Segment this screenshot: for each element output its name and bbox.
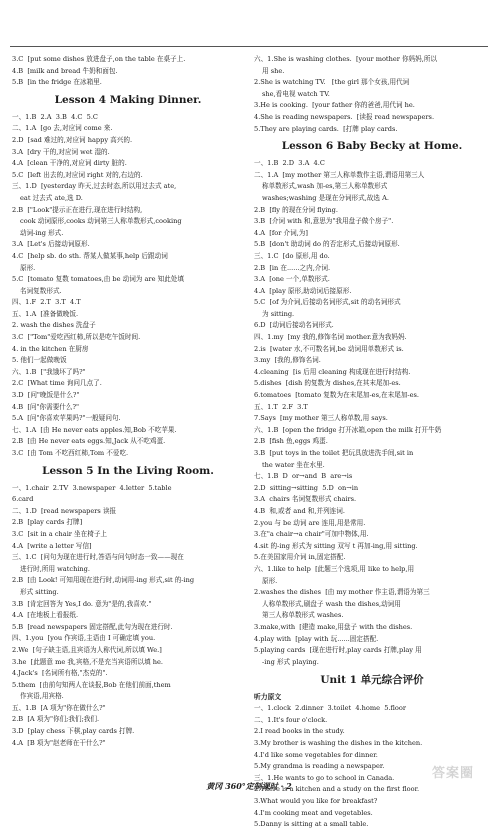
answer-line: 2.B [由 Look! 可知用现在进行时,动词用-ing 形式,sit 的-ing <box>12 576 195 585</box>
answer-line: 6.tomatoes [tomato 复数为在末尾加-es,在末尾加-es. <box>254 391 420 400</box>
answer-line: 进行时,所用 watching. <box>20 564 90 573</box>
answer-line: 3.A [one 一个,单数形式. <box>254 275 330 284</box>
answer-line: 三、1.C [do 原形,用 do. <box>254 251 330 260</box>
answer-line: 3.A [Let's 后接动词原形. <box>12 240 90 249</box>
answer-line: 四、1.you [you 作宾语,主语由 I 可确定填 you. <box>12 634 156 643</box>
answer-line: 3.在"a chair→a chair"可加中物体,用. <box>254 530 369 539</box>
answer-line: 六、1.She is washing clothes. [your mother 你妈妈,所以 <box>254 55 438 63</box>
answer-line: 2.B ["Look"提示正在进行,现在进行时结构, <box>12 205 143 214</box>
answer-line: 三、1.C [问句为现在进行时,答语与问句时态一致——现在 <box>12 553 184 562</box>
lesson-heading: Lesson 4 Making Dinner. <box>54 93 202 106</box>
answer-line: 七、1.A [由 He never eats apples.知,Bob 不吃苹果. <box>12 425 177 434</box>
answer-line: 3.B [肯定回答为 Yes,I do. 意为"是的,我喜欢." <box>12 599 152 608</box>
answer-line: 一、1.B 2.D 3.A 4.C <box>254 159 325 168</box>
header-rule <box>10 46 488 47</box>
answer-line: 2.I read books in the study. <box>254 727 345 736</box>
answer-line: 2.B [play cards 打牌] <box>12 518 83 527</box>
answer-line: 3.C ["Tom"爱吃西红柿,所以是吃午饭时间. <box>12 333 141 342</box>
right-column <box>254 54 490 831</box>
answer-line: 3.he [此题意 me 我,宾格,不是充当宾语所以填 he. <box>12 657 163 666</box>
answer-line: 3.C [sit in a chair 坐在椅子上 <box>12 529 108 538</box>
answer-line: 2.C [What time 询问几点了. <box>12 379 102 388</box>
answer-line: 人称单数形式,刷盘子 wash the dishes,动词用 <box>262 599 401 608</box>
answer-line: 5.They are playing cards. [打牌 play cards. <box>254 124 398 133</box>
answer-line: 2.We [句子缺主语,且宾语为人称代词,所以填 We.] <box>12 645 162 654</box>
answer-line: 4.A [play 原形,助动词后接原形. <box>254 286 352 295</box>
answer-line: 3.B [介词 with 和,意思为"我用盘子做个房子". <box>254 217 394 226</box>
answer-line: 5.My grandma is reading a newspaper. <box>254 762 385 771</box>
answer-line: 2.B [A 项为"你们;我们;我们. <box>12 715 100 724</box>
answer-line: 4.play with [play with 玩......固定搭配. <box>254 634 379 643</box>
answer-line: 2.is [water 水,不可数名词,be 动词用单数形式 is. <box>254 344 404 353</box>
answer-line: 五、1.B [A 项为"你在做什么?" <box>12 703 106 712</box>
answer-line: 名词复数形式. <box>20 286 62 295</box>
answer-line: -ing 形式 playing. <box>262 657 319 666</box>
answer-line: 3.A [dry 干的,对应词 wet 湿的. <box>12 147 110 156</box>
answer-line: 3.C [由 Tom 不吃西红柿,Tom 不爱吃. <box>12 449 129 457</box>
answer-line: 作宾语,用宾格. <box>20 692 64 701</box>
answer-line: 7.Says [my mother 第三人称单数,用 says. <box>254 414 388 423</box>
answer-line: 3.A chairs 名词复数形式 chairs. <box>254 495 357 504</box>
answer-line: 5.them [由前句知两人在谈报,Bob 在他们前面,them <box>12 680 171 689</box>
answer-line: 4.A [write a letter 写信] <box>12 541 92 550</box>
answer-line: 3.D [问"晚饭是什么?" <box>12 391 80 400</box>
answer-line: 4.I'd like some vegetables for dinner. <box>254 750 378 759</box>
answer-line: 四、1.my [my 我的,修饰名词 mother.意为我妈妈. <box>254 333 407 342</box>
answer-line: 3.He is cooking. [your father 你的爸爸,用代词 he. <box>254 101 415 110</box>
answer-line: eat 过去式 ate,选 D. <box>20 193 83 202</box>
answer-line: 三、1.D [yesterday 昨天,过去时态,所以用过去式 ate, <box>12 182 177 191</box>
page-footer: 黄冈 360°定制课时 · 2 <box>206 781 292 791</box>
answer-line: 5.B [read newspapers 固定搭配,此句为现在进行时. <box>12 622 173 631</box>
answer-line: 4.Jack's [名词所有格,"杰克的". <box>12 669 108 678</box>
answer-line: 4.B [milk and bread 牛奶和面包. <box>12 66 118 75</box>
answer-line: 五、1.T 2.F 3.T <box>254 402 308 411</box>
answer-line: 5.B [in the fridge 在冰箱里. <box>12 78 102 87</box>
lesson-heading: Lesson 6 Baby Becky at Home. <box>281 140 463 153</box>
answer-line: 2.There is a kitchen and a study on the first floor. <box>254 785 420 794</box>
answer-line: 5.Danny is sitting at a small table. <box>254 820 369 829</box>
answer-line: 2.D sitting→sitting 5.D on→in <box>254 483 359 492</box>
answer-line: 5.在美国家用介词 in,固定搭配. <box>254 553 346 562</box>
answer-line: 四、1.F 2.T 3.T 4.T <box>12 298 81 307</box>
answer-line: she,看电视 watch TV. <box>262 89 330 98</box>
answer-line: the water 坐在水里. <box>262 460 325 469</box>
answer-line: 5.B [don't 助动词 do 的否定形式,后接动词原形. <box>254 240 400 249</box>
answer-line: 2.B [in 在......之内,介词. <box>254 263 331 272</box>
answer-line: 5.A [问"你喜欢苹果吗?"一般疑问句. <box>12 414 121 423</box>
answer-line: 3.What would you like for breakfast? <box>254 797 378 806</box>
answer-line: 一、1.clock 2.dinner 3.toilet 4.home 5.floor <box>254 704 406 713</box>
watermark-logo: 答案圈 <box>432 766 475 781</box>
answer-line: 原形. <box>262 576 278 585</box>
answer-line: 六、1.B ["我饿坏了吗?" <box>12 367 86 376</box>
answer-line: 2.B [由 He never eats eggs.知,Jack 从不吃鸡蛋. <box>12 437 166 446</box>
answer-line: 七、1.B D or→and B are→is <box>254 472 353 481</box>
answer-line: 2.B [fly 的现在分词 flying. <box>254 205 338 214</box>
answer-line: 6.card <box>12 495 34 504</box>
answer-line: 5.playing cards [现在进行时,play cards 打牌,play 用 <box>254 646 422 655</box>
answer-line: 形式 sitting. <box>20 587 59 596</box>
answer-line: 4.B [问"你需要什么?" <box>12 402 80 411</box>
answer-line: 5.C [tomato 复数 tomatoes,由 be 动词为 are 知此处填 <box>12 275 184 284</box>
answer-line: 5.dishes [dish 的复数为 dishes,在其末尾加-es. <box>254 379 401 388</box>
answer-line: 原形. <box>20 263 36 272</box>
answer-line: 2.She is watching TV. [the girl 那个女孩,用代词 <box>254 78 410 87</box>
answer-line: 称单数形式,wash 加-es,第三人称单数形式 <box>262 182 388 191</box>
answer-line: 4.cleaning [is 后用 cleaning 构成现在进行时结构. <box>254 367 411 376</box>
answer-line: 4.C [help sb. do sth. 帮某人做某事,help 后跟动词 <box>12 251 168 260</box>
answer-line: 5.C [of 为介词,后接动名词形式,sit 的动名词形式 <box>254 298 401 307</box>
lesson-heading: Lesson 5 In the Living Room. <box>42 464 214 477</box>
answer-line: 3.My brother is washing the dishes in the kitchen. <box>254 739 423 748</box>
unit-heading: Unit 1 单元综合评价 <box>320 674 424 687</box>
answer-line: 二、1.D [read newspapers 读报 <box>12 506 117 515</box>
answer-line: 4.A [在地板上看报纸. <box>12 611 79 620</box>
answer-line: 一、1.chair 2.TV 3.newspaper 4.letter 5.table <box>12 483 172 492</box>
answer-line: 4.B 和,或者 and 和,并列连词. <box>254 506 345 515</box>
answer-line: 5. 他们一起做晚饭 <box>12 356 67 365</box>
answer-line: 2. wash the dishes 洗盘子 <box>12 321 96 330</box>
answer-line: 2.you 与 be 动词 are 连用,用是常用. <box>254 518 366 527</box>
answer-line: 5.C [left 出去的,对应词 right 对的,右边的. <box>12 170 143 179</box>
answer-line: 三、1.He wants to go to school in Canada. <box>254 773 395 782</box>
answer-line: 4.A [B 项为"赵老师在干什么?" <box>12 738 106 747</box>
answer-line: 六、1.like to help [此题三个选项,用 like to help,用 <box>254 564 415 573</box>
answer-line: 4.I'm cooking meat and vegetables. <box>254 808 373 817</box>
answer-line: 6.D [动词后接动名词形式. <box>254 321 334 330</box>
answer-line: 六、1.B [open the fridge 打开冰箱,open the milk 打开牛奶 <box>254 425 442 434</box>
answer-line: 2.D [sad 难过的,对应词 happy 高兴的. <box>12 135 133 144</box>
answer-line: 动词-ing 形式. <box>20 228 64 237</box>
answer-line: 一、1.B 2.A 3.B 4.C 5.C <box>12 112 98 121</box>
answer-line: 为 sitting. <box>262 309 295 318</box>
answer-line: 2.washes the dishes [由 my mother 作主语,谓语为第三 <box>254 588 430 597</box>
answer-line: 二、1.A [go 去,对应词 come 来. <box>12 124 113 133</box>
answer-line: 3.make,with [建造 make,用盘子 with the dishes. <box>254 622 413 631</box>
answer-line: 4. in the kitchen 在厨房 <box>12 344 89 353</box>
answer-line: 4.A [clean 干净的,对应词 dirty 脏的. <box>12 159 127 168</box>
answer-line: 3.B [put toys in the toilet 把玩具放进洗手间,sit in <box>254 449 414 457</box>
answer-line: washes;washing 是现在分词形式,故选 A. <box>262 193 389 202</box>
answer-line: 用 she. <box>262 66 285 75</box>
answer-line: 第三人称单数形式 washes. <box>262 611 344 620</box>
answer-line: 二、1.A [my mother 第三人称单数作主语,谓语用第三人 <box>254 170 425 179</box>
answer-line: 二、1.It's four o'clock. <box>254 715 328 724</box>
answer-line: 4.A [for 介词,为] <box>254 228 308 237</box>
answer-line: 3.C [put some dishes 放进盘子,on the table 在桌子上. <box>12 55 186 63</box>
answer-line: 4.sit 的-ing 形式为 sitting 双写 t 再加-ing,用 sitting. <box>254 541 418 550</box>
answer-line: 4.She is reading newspapers. [读报 read newspapers. <box>254 112 435 121</box>
answer-line: 3.my [我的,修饰名词. <box>254 356 321 365</box>
answer-line: cook 动词原形,cooks 动词第三人称单数形式,cooking <box>20 217 182 226</box>
answer-line: 五、1.A [准备做晚饭. <box>12 309 79 318</box>
answer-line: 3.D [play chess 下棋,play cards 打牌. <box>12 727 135 736</box>
section-subheading: 听力原文 <box>254 693 282 702</box>
answer-line: 2.B [fish 鱼,eggs 鸡蛋. <box>254 437 328 446</box>
left-column <box>12 54 244 749</box>
